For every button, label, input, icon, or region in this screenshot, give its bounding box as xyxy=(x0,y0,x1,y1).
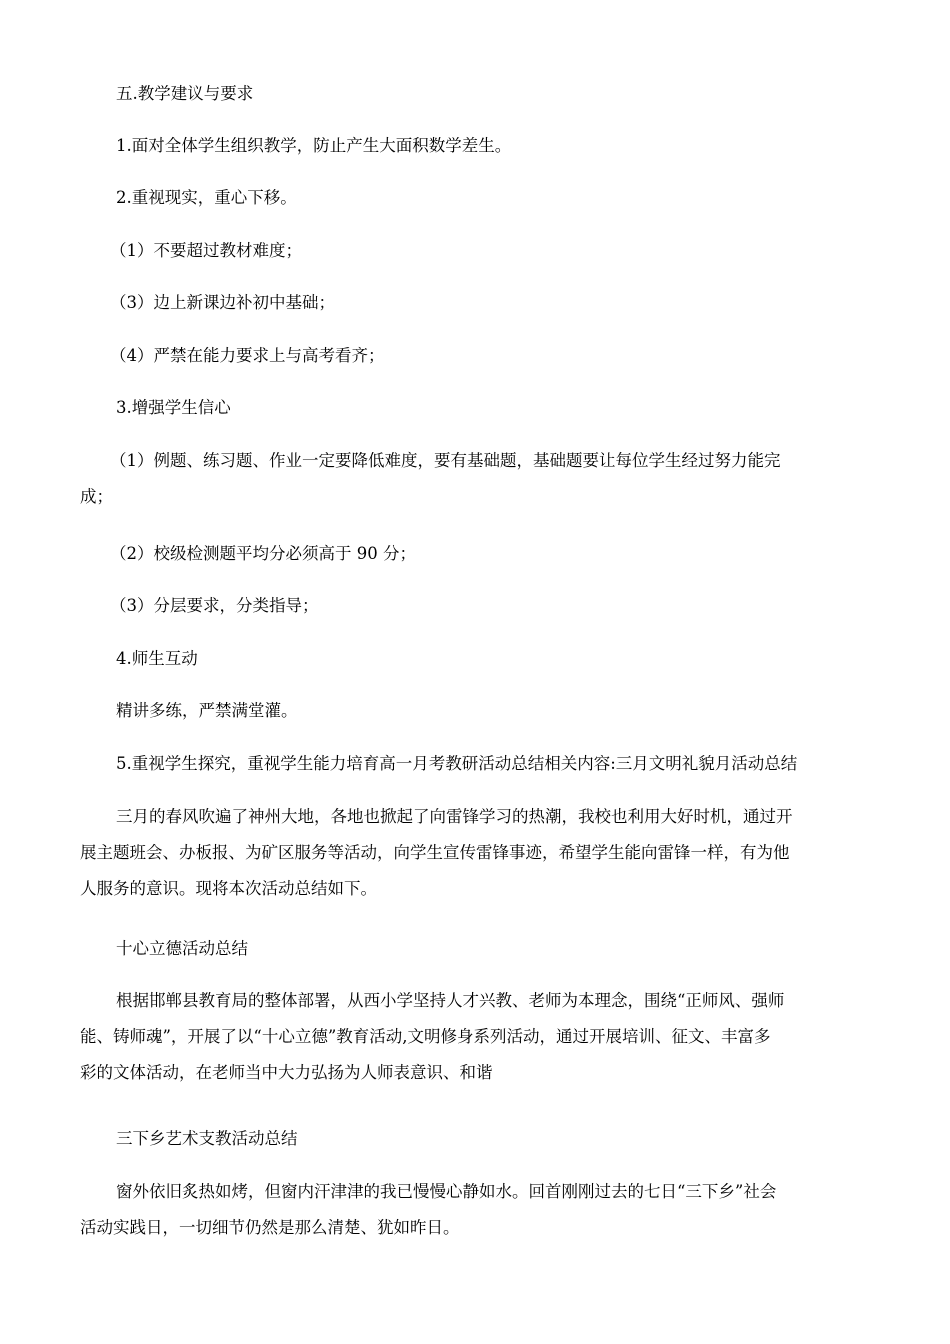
text-line: 4.师生互动 xyxy=(116,649,198,668)
text-line: 5.重视学生探究，重视学生能力培育高一月考教研活动总结相关内容:三月文明礼貌月活动总结 xyxy=(116,754,798,773)
paragraph-11 xyxy=(80,641,870,677)
text-line: 1.面对全体学生组织教学，防止产生大面积数学差生。 xyxy=(116,136,512,155)
text-line: （3）边上新课边补初中基础； xyxy=(110,293,335,312)
paragraph-5 xyxy=(80,285,870,321)
paragraph-12 xyxy=(80,693,870,729)
paragraph-9 xyxy=(80,536,870,572)
text-line: 3.增强学生信心 xyxy=(116,398,231,417)
text-line: 成； xyxy=(80,487,113,506)
paragraph-10 xyxy=(80,588,870,624)
paragraph-17 xyxy=(80,1121,870,1157)
text-line: 根据邯郸县教育局的整体部署，从西小学坚持人才兴教、老师为本理念，围绕“正师风、强师 xyxy=(116,991,785,1010)
text-line: （2）校级检测题平均分必须高于 90 分； xyxy=(110,544,416,563)
paragraph-8 xyxy=(80,443,870,515)
text-line: 彩的文体活动，在老师当中大力弘扬为人师表意识、和谐 xyxy=(80,1063,493,1082)
text-line: 窗外依旧炙热如烤，但窗内汗津津的我已慢慢心静如水。回首刚刚过去的七日“三下乡”社会 xyxy=(116,1182,777,1201)
text-line: 活动实践日，一切细节仍然是那么清楚、犹如昨日。 xyxy=(80,1218,460,1237)
text-line: 五.教学建议与要求 xyxy=(116,84,254,103)
text-line: （1）例题、练习题、作业一定要降低难度，要有基础题，基础题要让每位学生经过努力能完 xyxy=(110,451,781,470)
text-line: 能、铸师魂”，开展了以“十心立德”教育活动,文明修身系列活动，通过开展培训、征文、丰富多 xyxy=(80,1027,771,1046)
paragraph-13 xyxy=(80,746,870,782)
paragraph-15 xyxy=(80,931,870,967)
text-line: （1）不要超过教材难度； xyxy=(110,241,302,260)
text-line: （3）分层要求，分类指导； xyxy=(110,596,319,615)
paragraph-14 xyxy=(80,799,870,907)
text-line: 三下乡艺术支教活动总结 xyxy=(116,1129,298,1148)
paragraph-16 xyxy=(80,983,870,1091)
text-line: 三月的春风吹遍了神州大地，各地也掀起了向雷锋学习的热潮，我校也利用大好时机，通过开 xyxy=(116,807,793,826)
text-line: 十心立德活动总结 xyxy=(116,939,248,958)
paragraph-4 xyxy=(80,233,870,269)
paragraph-18 xyxy=(80,1174,870,1246)
paragraph-7 xyxy=(80,390,870,426)
text-line: （4）严禁在能力要求上与高考看齐； xyxy=(110,346,385,365)
text-line: 2.重视现实，重心下移。 xyxy=(116,188,297,207)
paragraph-1 xyxy=(80,76,870,112)
text-line: 人服务的意识。现将本次活动总结如下。 xyxy=(80,879,377,898)
paragraph-2 xyxy=(80,128,870,164)
paragraph-6 xyxy=(80,338,870,374)
text-line: 展主题班会、办板报、为矿区服务等活动，向学生宣传雷锋事迹，希望学生能向雷锋一样，有为他 xyxy=(80,843,790,862)
text-line: 精讲多练，严禁满堂灌。 xyxy=(116,701,298,720)
paragraph-3 xyxy=(80,180,870,216)
